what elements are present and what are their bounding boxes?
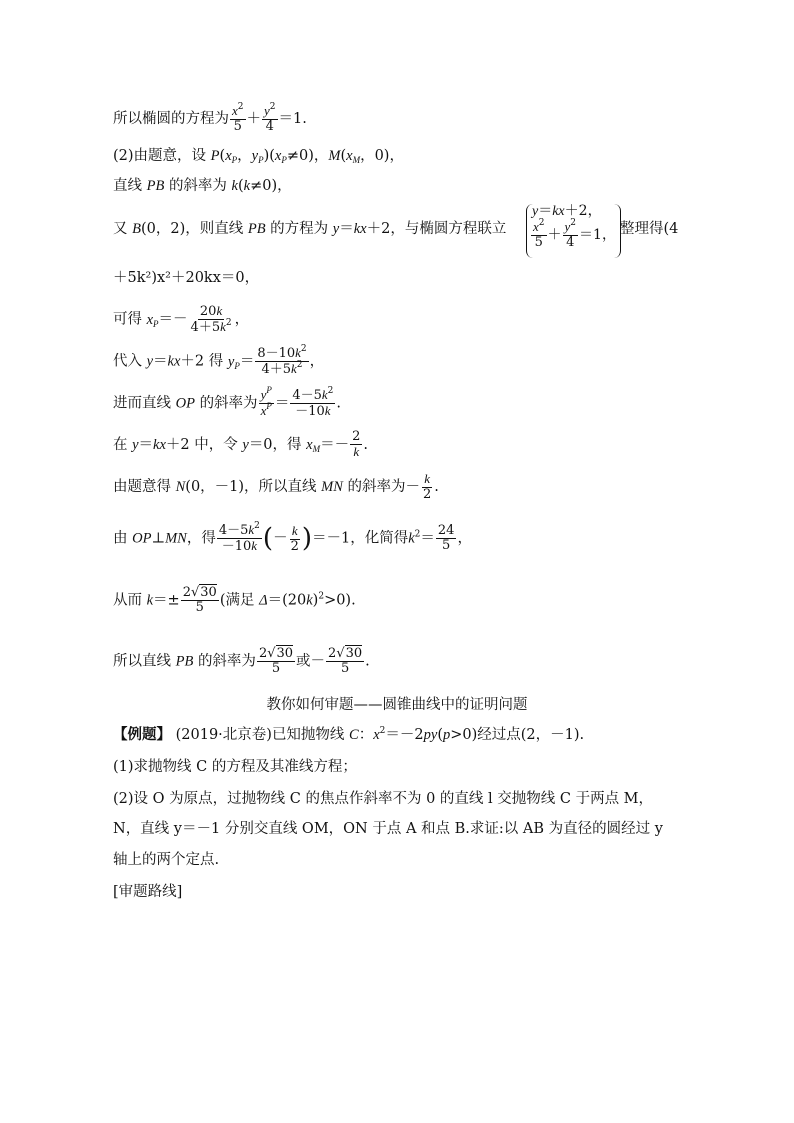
text: 又 bbox=[113, 221, 128, 237]
system-eq1: y＝kx＋2， bbox=[532, 203, 602, 219]
op-slope-line: 进而直线 OP 的斜率为 $\frac{y^P}{x^P}$ ＝ $\frac{4-5k^2}{-10k}$ . bbox=[113, 385, 342, 419]
fraction: $\frac{y^2}{4}$ bbox=[264, 102, 276, 134]
text: 整理得(4 bbox=[620, 221, 679, 237]
text: ，则直线 bbox=[185, 221, 244, 237]
route-label: [审题路线] bbox=[113, 884, 183, 900]
text: 的方程为 bbox=[270, 221, 329, 237]
example-tag: 【例题】 bbox=[113, 727, 171, 743]
text: ，与椭圆方程联立 bbox=[390, 221, 507, 237]
text: 得 bbox=[208, 353, 224, 370]
section-title: 教你如何审题——圆锥曲线中的证明问题 bbox=[266, 697, 528, 713]
text: ＝－1，化简得 bbox=[312, 530, 409, 547]
text: 的斜率为 bbox=[197, 653, 256, 670]
text: 从而 bbox=[113, 592, 142, 609]
text: ，得 bbox=[272, 437, 302, 453]
part2-line1: (2)设 O 为原点，过抛物线 C 的焦点作斜率不为 0 的直线 l 交抛物线 C 于两点 M， bbox=[113, 791, 654, 807]
system-line-end bbox=[620, 219, 678, 239]
slope-line: 直线 PB 的斜率为 k(k≠0)， bbox=[113, 178, 292, 194]
xm-line: 在 y＝kx＋2 中，令 y＝0，得 $x_M=-$ $\frac{2}{k}$ . bbox=[113, 429, 368, 459]
text: (满足 bbox=[219, 592, 255, 609]
ellipse-equation-line: 所以椭圆的方程为 $\frac{x^2}{5}$ ＋ $\frac{y^2}{4}$ ＝1. bbox=[113, 102, 307, 134]
text: 已知抛物线 bbox=[271, 727, 345, 743]
text: (2)由题意，设 bbox=[113, 148, 207, 164]
setup-line: (2)由题意，设 $P(x_P$，$y_P)(x_P\ne 0)$，$M(x_M$，0)， bbox=[113, 148, 404, 165]
text: 由题意得 bbox=[113, 479, 171, 495]
equation-system bbox=[526, 200, 622, 260]
xp-line: 可得 $x_P=-$ $\frac{20k}{4+5k^2}$ ， bbox=[113, 303, 250, 335]
text: ，所以直线 bbox=[244, 479, 317, 495]
pb-slope-result-line: 所以直线 PB 的斜率为 $\frac{2√30}{5}$ 或－ $\frac{2√30}{5}$ . bbox=[113, 646, 370, 676]
text: 由 bbox=[113, 530, 128, 547]
mn-slope-line: 由题意得 N(0，－1)，所以直线 MN 的斜率为－ $\frac{k}{2}$ . bbox=[113, 471, 439, 502]
text: 进而直线 bbox=[113, 395, 171, 412]
quadratic-line bbox=[113, 268, 259, 288]
text: 代入 bbox=[113, 353, 142, 370]
part2-line3: 轴上的两个定点. bbox=[113, 852, 220, 868]
text: 中，令 bbox=[194, 437, 238, 453]
fraction: $\frac{x^2}{5}$ bbox=[232, 102, 244, 134]
system-eq2: $\frac{x^2}{5}$ ＋ $\frac{y^2}{4}$ ＝1， bbox=[533, 218, 616, 250]
text: 直线 bbox=[113, 178, 142, 194]
system-line: 又 B(0，2)，则直线 PB 的方程为 y＝kx＋2，与椭圆方程联立 bbox=[113, 221, 507, 237]
text: ，得 bbox=[186, 530, 216, 547]
text: 所以直线 bbox=[113, 653, 171, 670]
part2-line2: N，直线 y＝－1 分别交直线 OM，ON 于点 A 和点 B.求证:以 AB 为直径的圆经过 y bbox=[113, 821, 663, 837]
text: 的斜率为 bbox=[347, 479, 406, 495]
text: 在 bbox=[113, 437, 128, 453]
text: ＋5k²)x²＋20kx＝0， bbox=[113, 270, 260, 286]
text: 可得 bbox=[113, 311, 142, 328]
part1: (1)求抛物线 C 的方程及其准线方程； bbox=[113, 759, 357, 775]
text: 的斜率为 bbox=[199, 395, 258, 412]
k-value-line: 从而 k＝± $\frac{2√30}{5}$ (满足 $\Delta=(20k)^2>0$). bbox=[113, 585, 356, 615]
text: 的斜率为 bbox=[168, 178, 227, 194]
text: 或 bbox=[296, 653, 311, 670]
perpendicular-line: 由 OP⊥MN，得 $\frac{4-5k^2}{-10k}$ (－ $\frac{k}{2}$ )＝－1，化简得$k^2=$ $\frac{24}{5}$ ， bbox=[113, 521, 472, 554]
yp-line: 代入 y＝kx＋2 得 $y_P=$ $\frac{8-10k^2}{4+5k^2}$ ， bbox=[113, 344, 325, 377]
text: ＝1. bbox=[278, 111, 307, 127]
example-line: 【例题】 (2019·北京卷)已知抛物线 C：$x^2=-2py(p>0)$经过点(2，－1). bbox=[113, 726, 585, 743]
example-source: (2019·北京卷) bbox=[175, 727, 272, 743]
text: 所以椭圆的方程为 bbox=[113, 111, 229, 127]
